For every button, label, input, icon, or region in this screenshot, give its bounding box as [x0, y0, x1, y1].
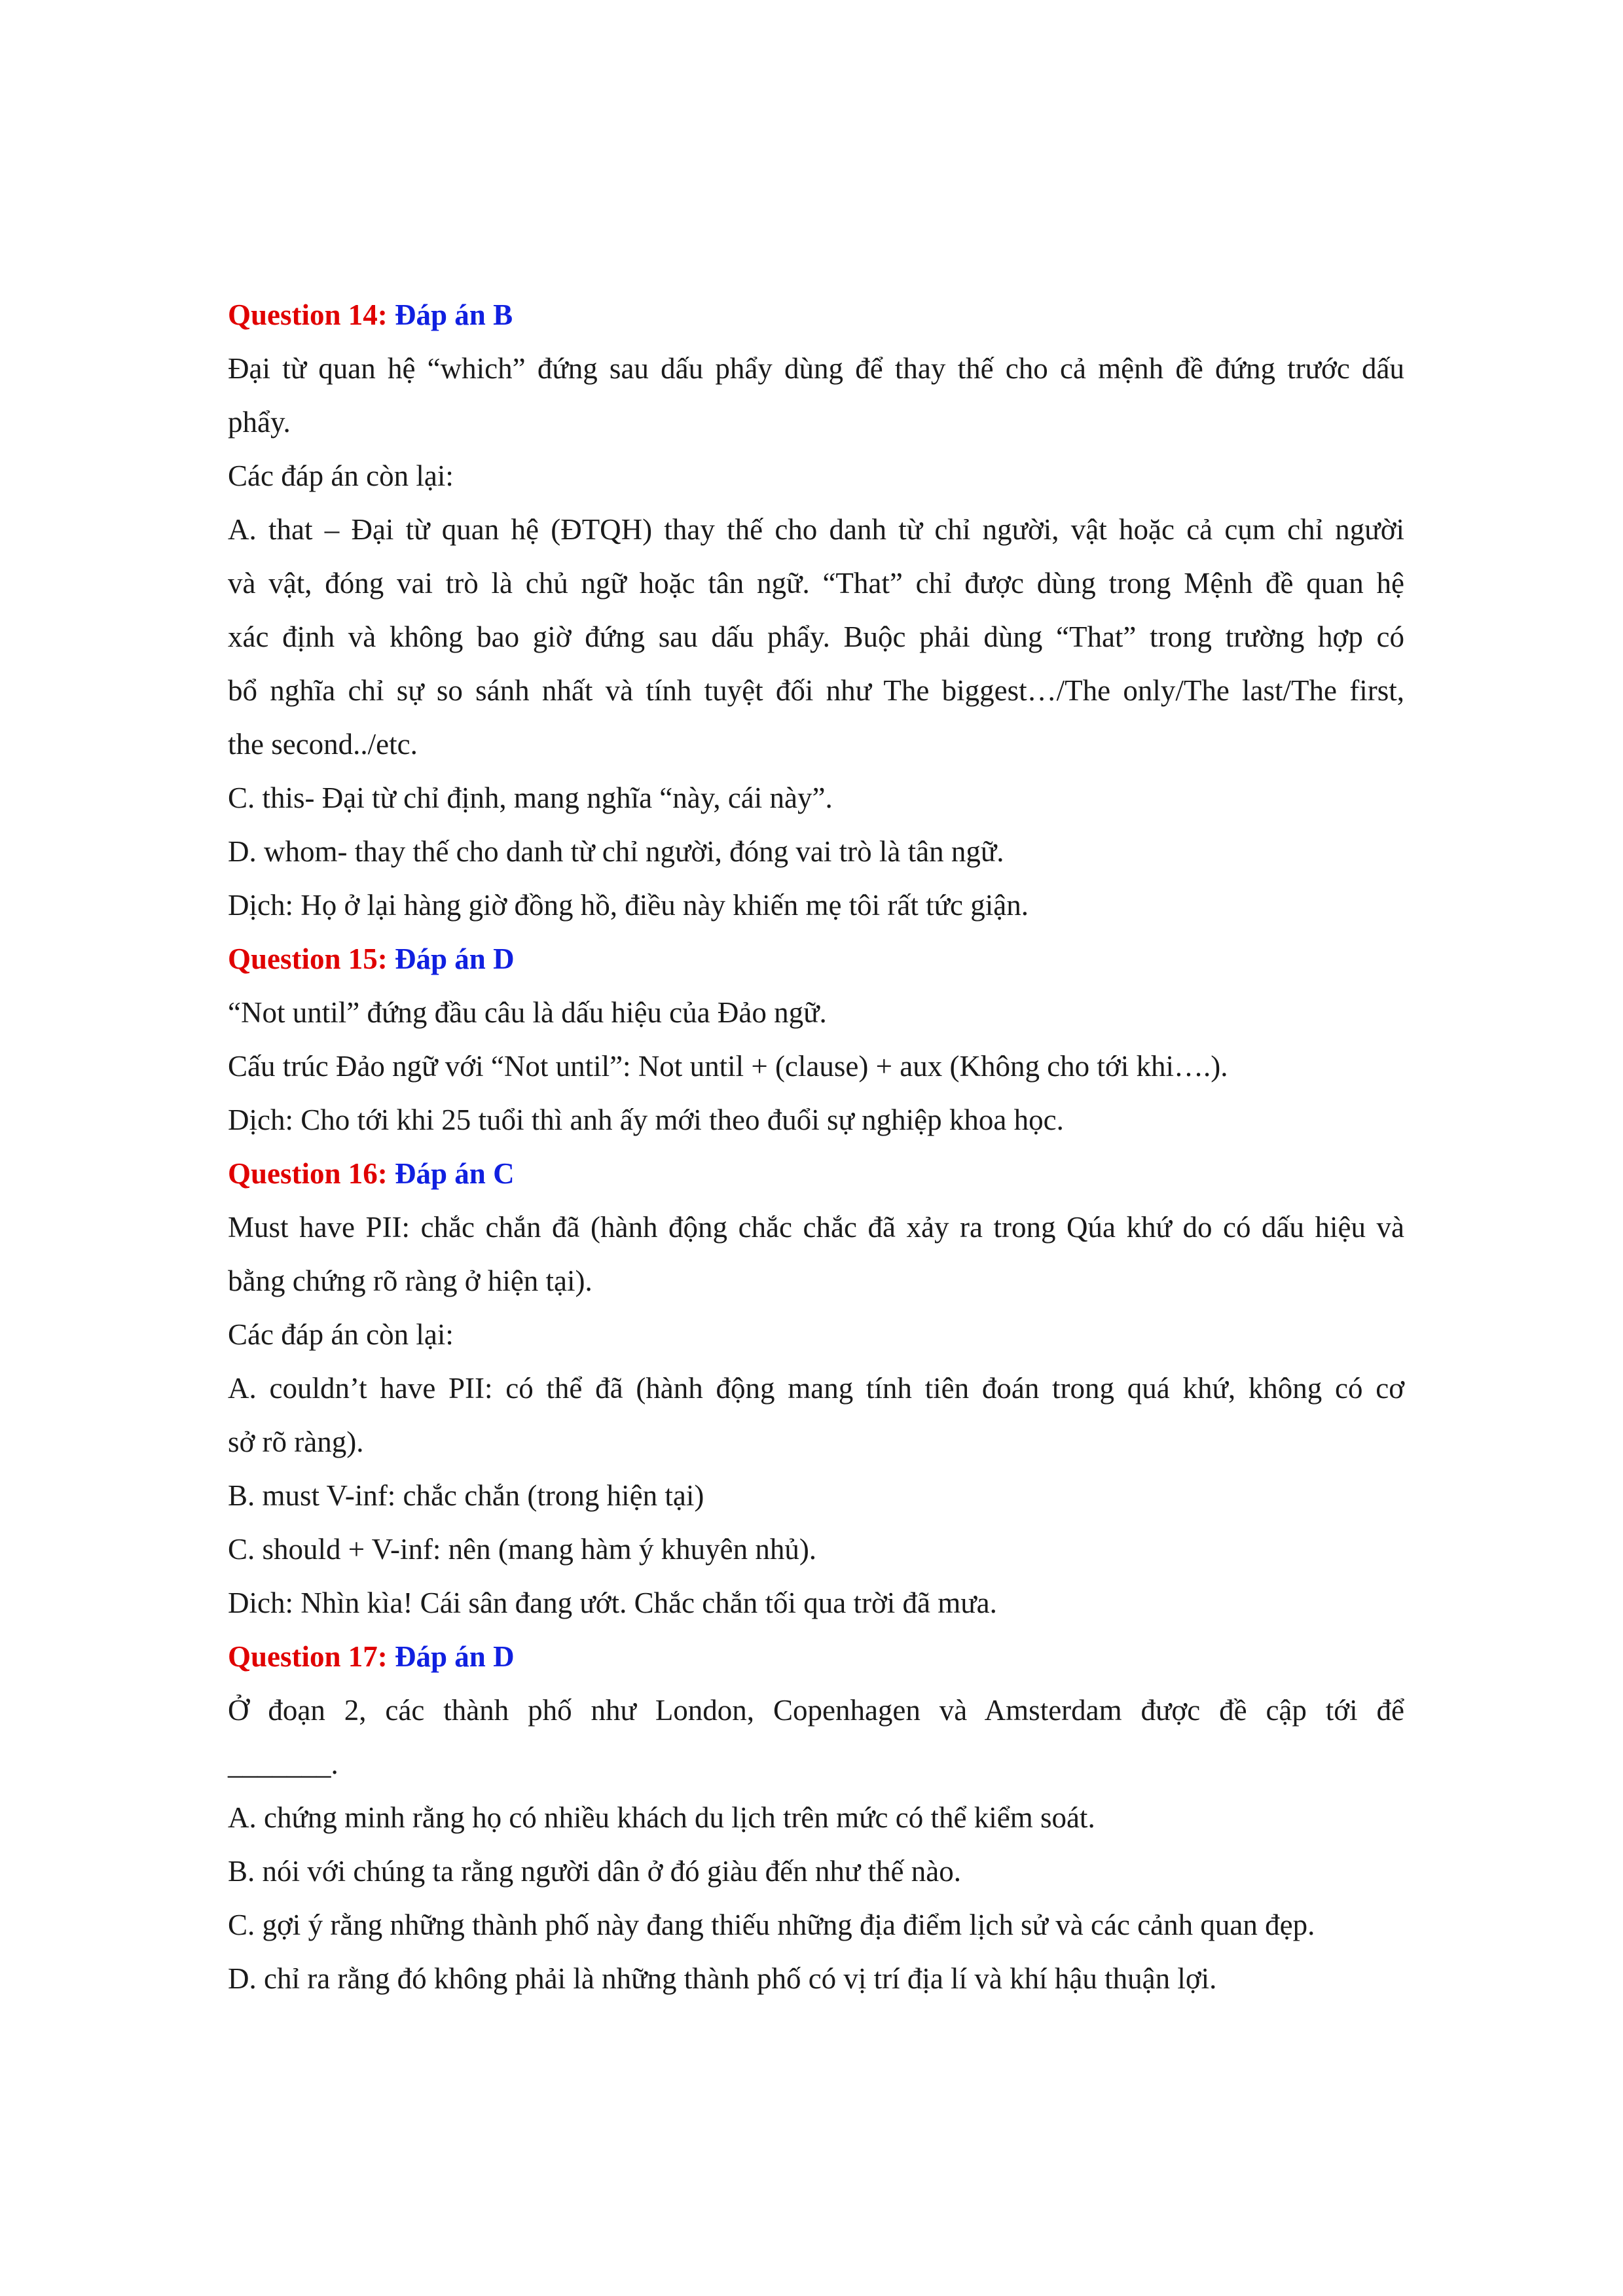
question-stem-blank: _______. — [228, 1748, 338, 1780]
question-17-heading — [228, 1630, 1404, 1683]
answer-key-page — [228, 288, 1404, 2005]
option-line: C. this- Đại từ chỉ định, mang nghĩa “này, cái này”. — [228, 781, 833, 814]
answer-label: Đáp án D — [395, 1640, 515, 1673]
explanation-line: Đại từ quan hệ “which” đứng sau dấu phẩy dùng để thay thế cho cả mệnh đề đứng trước dấu — [228, 352, 1404, 385]
question-16-heading — [228, 1147, 1404, 1200]
option-line: bổ nghĩa chỉ sự so sánh nhất và tính tuyệt đối như The biggest…/The only/The last/The first, — [228, 674, 1404, 707]
question-label: Question 14: — [228, 298, 388, 331]
question-label: Question 16: — [228, 1157, 388, 1190]
option-line: C. should + V-inf: nên (mang hàm ý khuyên nhủ). — [228, 1533, 817, 1566]
question-15-heading — [228, 932, 1404, 986]
explanation-line: bằng chứng rõ ràng ở hiện tại). — [228, 1265, 593, 1297]
question-16-block — [228, 1147, 1404, 1630]
question-14-heading — [228, 288, 1404, 342]
translation-line: Dịch: Họ ở lại hàng giờ đồng hồ, điều này khiến mẹ tôi rất tức giận. — [228, 889, 1029, 922]
answer-label: Đáp án B — [395, 298, 513, 331]
explanation-line: Các đáp án còn lại: — [228, 459, 454, 492]
explanation-line: Must have PII: chắc chắn đã (hành động chắc chắc đã xảy ra trong Qúa khứ do có dấu hiệu và — [228, 1211, 1404, 1244]
question-17-block — [228, 1630, 1404, 2005]
option-line: A. that – Đại từ quan hệ (ĐTQH) thay thế cho danh từ chỉ người, vật hoặc cả cụm chỉ người — [228, 513, 1404, 546]
question-15-block — [228, 932, 1404, 1147]
option-line: xác định và không bao giờ đứng sau dấu phẩy. Buộc phải dùng “That” trong trường hợp có — [228, 620, 1404, 653]
option-line: A. chứng minh rằng họ có nhiều khách du lịch trên mức có thể kiểm soát. — [228, 1801, 1095, 1834]
question-14-block — [228, 288, 1404, 932]
option-line: D. chỉ ra rằng đó không phải là những thành phố có vị trí địa lí và khí hậu thuận lợi. — [228, 1962, 1217, 1995]
option-line: A. couldn’t have PII: có thể đã (hành động mang tính tiên đoán trong quá khứ, không có cơ — [228, 1372, 1404, 1405]
explanation-line: Cấu trúc Đảo ngữ với “Not until”: Not until + (clause) + aux (Không cho tới khi….). — [228, 1050, 1228, 1083]
option-line: D. whom- thay thế cho danh từ chỉ người, đóng vai trò là tân ngữ. — [228, 835, 1004, 868]
explanation-line: Các đáp án còn lại: — [228, 1318, 454, 1351]
question-stem-line: Ở đoạn 2, các thành phố như London, Copenhagen và Amsterdam được đề cập tới để — [228, 1694, 1404, 1727]
option-line: sở rõ ràng). — [228, 1426, 364, 1458]
explanation-line: “Not until” đứng đầu câu là dấu hiệu của Đảo ngữ. — [228, 996, 827, 1029]
option-line: C. gợi ý rằng những thành phố này đang thiếu những địa điểm lịch sử và các cảnh quan đẹp. — [228, 1909, 1315, 1941]
option-line: và vật, đóng vai trò là chủ ngữ hoặc tân ngữ. “That” chỉ được dùng trong Mệnh đề quan hệ — [228, 567, 1404, 600]
translation-line: Dich: Nhìn kìa! Cái sân đang ướt. Chắc chắn tối qua trời đã mưa. — [228, 1587, 997, 1619]
question-label: Question 15: — [228, 942, 388, 975]
translation-line: Dịch: Cho tới khi 25 tuổi thì anh ấy mới theo đuổi sự nghiệp khoa học. — [228, 1103, 1064, 1136]
option-line: B. must V-inf: chắc chắn (trong hiện tại) — [228, 1479, 704, 1512]
answer-label: Đáp án D — [395, 942, 515, 975]
question-label: Question 17: — [228, 1640, 388, 1673]
option-line: B. nói với chúng ta rằng người dân ở đó giàu đến như thế nào. — [228, 1855, 961, 1888]
option-line: the second../etc. — [228, 728, 418, 761]
answer-label: Đáp án C — [395, 1157, 515, 1190]
explanation-line: phẩy. — [228, 406, 291, 439]
